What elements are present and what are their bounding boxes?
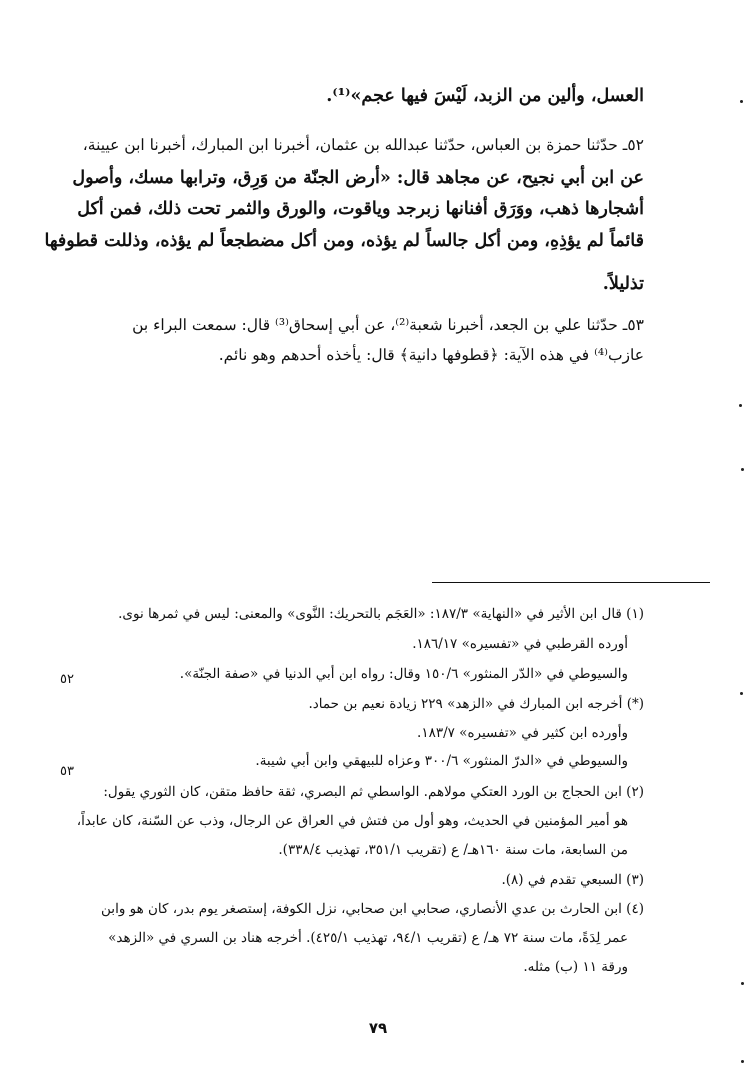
page-number: ٧٩ — [368, 1019, 388, 1037]
scan-speck — [741, 1060, 744, 1063]
main-line-1: العسل، وألين من الزبد، لَيْسَ فيها عجم»⁽¹⁾. — [326, 86, 644, 106]
footnote-4-line-3: ورقة ١١ (ب) مثله. — [523, 959, 628, 975]
hadith-52-line-5: تذليلاً. — [602, 274, 644, 294]
footnote-3: (٣) السبعي تقدم في (٨). — [501, 872, 644, 888]
scan-speck — [741, 468, 744, 471]
scan-speck — [740, 692, 743, 695]
footnote-1-line-2: أورده القرطبي في «تفسيره» ١٨٦/١٧. — [412, 636, 628, 652]
margin-number-53: ٥٣ — [60, 764, 74, 779]
scan-speck — [740, 100, 743, 103]
hadith-53-line-2: عازب⁽⁴⁾ في هذه الآية: ﴿قطوفها دانية﴾ قال: يأخذه أحدهم وهو نائم. — [218, 346, 644, 364]
hadith-52-line-3: أشجارها ذهب، ووَرَق أفنانها زبرجد وياقوت، والورق والثمر تحت ذلك، فمن أكل — [77, 199, 644, 219]
footnote-2-line-3: من السابعة، مات سنة ١٦٠هـ/ ع (تقريب ٣٥١/١، تهذيب ٣٣٨/٤). — [278, 842, 628, 858]
hadith-52-line-1: ٥٢ـ حدّثنا حمزة بن العباس، حدّثنا عبدالله بن عثمان، أخبرنا ابن المبارك، أخبرنا ابن عيينة، — [82, 136, 644, 154]
hadith-53-line-1: ٥٣ـ حدّثنا علي بن الجعد، أخبرنا شعبة⁽²⁾، عن أبي إسحاق⁽³⁾ قال: سمعت البراء بن — [132, 316, 644, 334]
footnote-1: (١) قال ابن الأثير في «النهاية» ١٨٧/٣: «العَجَم بالتحريك: النَّوى» والمعنى: ليس في ثمرها نوى. — [118, 606, 644, 622]
footnote-2: (٢) ابن الحجاج بن الورد العتكي مولاهم. الواسطي ثم البصري، ثقة حافظ متقن، كان الثوري يقول: — [103, 784, 644, 800]
footnote-separator — [432, 582, 710, 583]
footnote-2-line-2: هو أمير المؤمنين في الحديث، وهو أول من فتش في العراق عن الرجال، وذب عن السّنة، كان عابداً، — [76, 813, 628, 829]
footnote-star-line-2: وأورده ابن كثير في «تفسيره» ١٨٣/٧. — [417, 725, 628, 741]
scan-speck — [741, 982, 744, 985]
margin-number-52: ٥٢ — [60, 672, 74, 687]
footnote-4: (٤) ابن الحارث بن عدي الأنصاري، صحابي ابن صحابي، نزل الكوفة، إستصغر يوم بدر، كان هو وابن — [101, 901, 644, 917]
footnote-4-line-2: عمر لِدَةً، مات سنة ٧٢ هـ/ ع (تقريب ٩٤/١، تهذيب ٤٢٥/١). أخرجه هناد بن السري في «الزهد» — [108, 930, 628, 946]
footnote-star-line-3: والسيوطي في «الدرّ المنثور» ٣٠٠/٦ وعزاه للبيهقي وابن أبي شيبة. — [255, 753, 628, 769]
scan-speck — [739, 404, 742, 407]
footnote-1-line-3: والسيوطي في «الدّر المنثور» ١٥٠/٦ وقال: رواه ابن أبي الدنيا في «صفة الجنّة». — [179, 666, 628, 682]
footnote-star: (*) أخرجه ابن المبارك في «الزهد» ٢٢٩ زيادة نعيم بن حماد. — [308, 696, 644, 712]
hadith-52-line-4: قائماً لم يؤذِهِ، ومن أكل جالساً لم يؤذه، ومن أكل مضطجعاً لم يؤذه، وذللت قطوفها — [44, 231, 644, 251]
hadith-52-line-2: عن ابن أبي نجيح، عن مجاهد قال: «أرض الجنّة من وَرِق، وترابها مسك، وأصول — [72, 168, 644, 188]
